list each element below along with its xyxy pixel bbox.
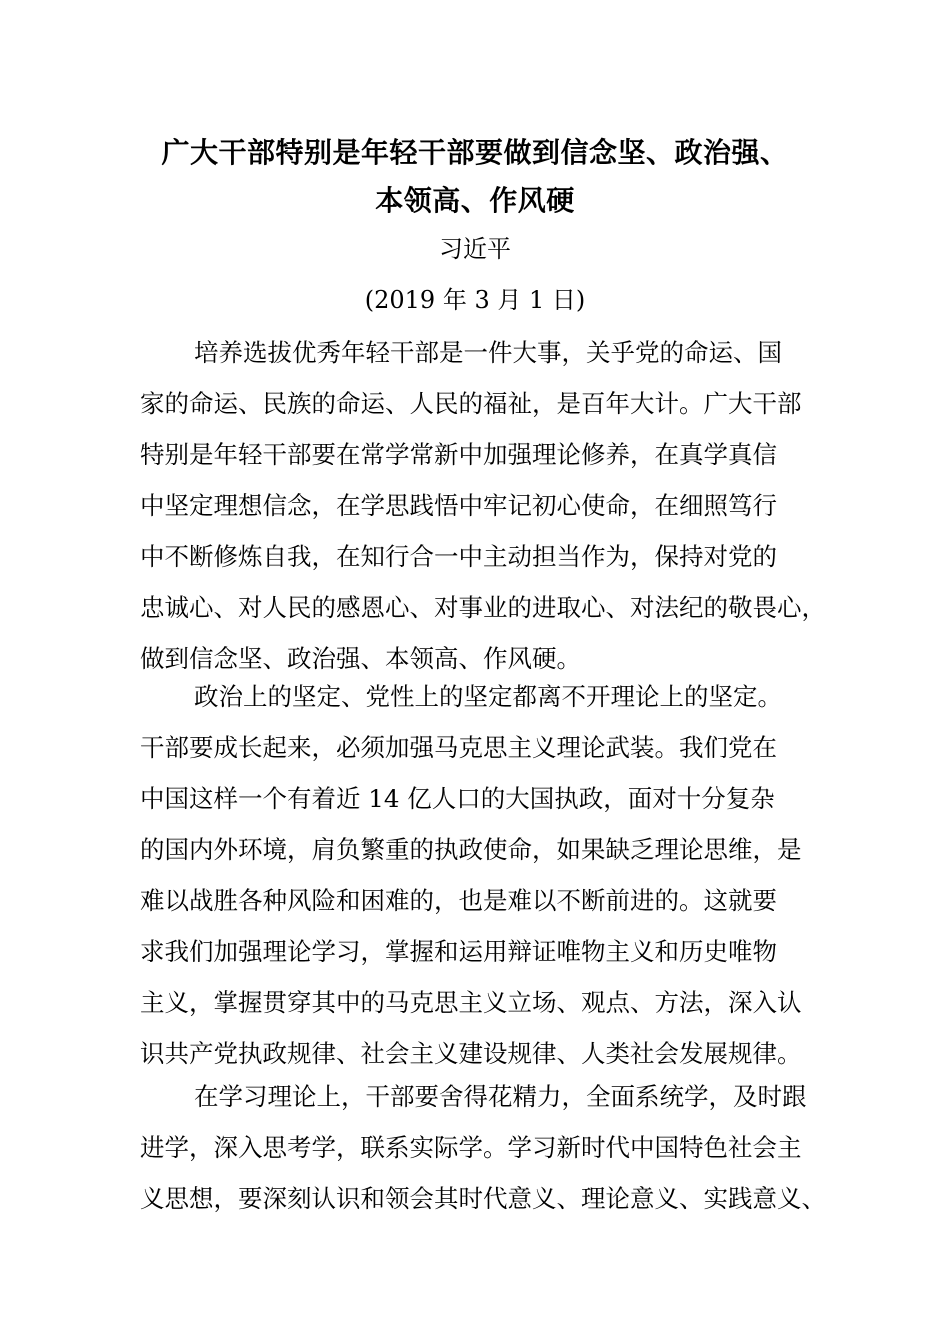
paragraph-line: 难以战胜各种风险和困难的，也是难以不断前进的。这就要 — [140, 886, 777, 915]
document-date: (2019 年 3 月 1 日) — [364, 286, 586, 314]
paragraph-2 — [140, 671, 820, 1079]
paragraph-line: 主义，掌握贯穿其中的马克思主义立场、观点、方法，深入认 — [140, 988, 802, 1017]
paragraph-line: 特别是年轻干部要在常学常新中加强理论修养，在真学真信 — [140, 440, 777, 469]
paragraph-line: 识共产党执政规律、社会主义建设规律、人类社会发展规律。 — [140, 1039, 802, 1068]
paragraph-3 — [140, 1071, 826, 1224]
paragraph-line: 政治上的坚定、党性上的坚定都离不开理论上的坚定。 — [194, 682, 782, 711]
document-title-line-2: 本领高、作风硬 — [375, 184, 575, 217]
document-title-line-1: 广大干部特别是年轻干部要做到信念坚、政治强、 — [161, 136, 789, 169]
paragraph-line: 忠诚心、对人民的感恩心、对事业的进取心、对法纪的敬畏心， — [140, 593, 826, 622]
paragraph-line: 培养选拔优秀年轻干部是一件大事，关乎党的命运、国 — [194, 338, 782, 367]
paragraph-line: 家的命运、民族的命运、人民的福祉，是百年大计。广大干部 — [140, 389, 802, 418]
paragraph-line: 中不断修炼自我，在知行合一中主动担当作为，保持对党的 — [140, 542, 777, 571]
paragraph-line: 求我们加强理论学习，掌握和运用辩证唯物主义和历史唯物 — [140, 937, 777, 966]
paragraph-line: 的国内外环境，肩负繁重的执政使命，如果缺乏理论思维，是 — [140, 835, 802, 864]
paragraph-line: 做到信念坚、政治强、本领高、作风硬。 — [140, 644, 581, 673]
paragraph-line: 义思想，要深刻认识和领会其时代意义、理论意义、实践意义、 — [140, 1184, 826, 1213]
document-author: 习近平 — [439, 235, 511, 263]
paragraph-1 — [140, 327, 826, 684]
paragraph-line: 中坚定理想信念，在学思践悟中牢记初心使命，在细照笃行 — [140, 491, 777, 520]
paragraph-line: 干部要成长起来，必须加强马克思主义理论武装。我们党在 — [140, 733, 777, 762]
paragraph-line: 进学，深入思考学，联系实际学。学习新时代中国特色社会主 — [140, 1133, 802, 1162]
paragraph-line: 中国这样一个有着近 14 亿人口的大国执政，面对十分复杂 — [140, 784, 775, 813]
paragraph-line: 在学习理论上，干部要舍得花精力，全面系统学，及时跟 — [194, 1082, 807, 1111]
